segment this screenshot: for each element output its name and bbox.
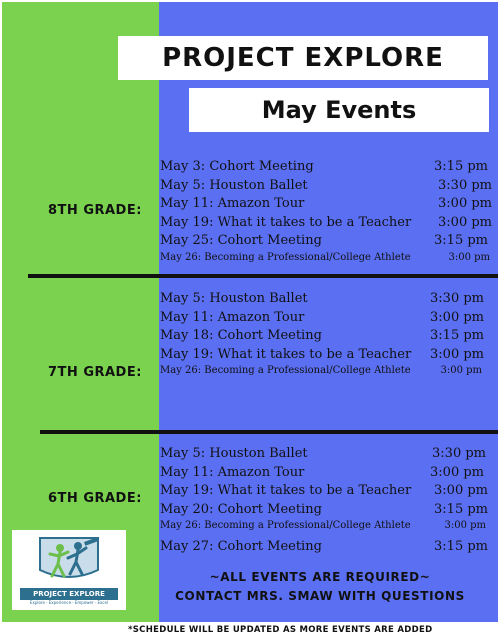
event-row <box>160 159 496 178</box>
event-name: May 25: Cohort Meeting <box>160 233 322 248</box>
event-row <box>160 520 496 539</box>
event-time: 3:00 pm <box>430 464 484 480</box>
event-name: May 19: What it takes to be a Teacher <box>160 346 412 362</box>
event-name: May 18: Cohort Meeting <box>160 328 322 343</box>
event-time: 3:00 pm <box>430 346 484 362</box>
event-time: 3:15 pm <box>434 538 488 554</box>
event-row <box>160 446 496 465</box>
event-row <box>160 328 496 347</box>
event-time: 3:30 pm <box>430 291 484 306</box>
subtitle-banner <box>189 88 489 132</box>
section-divider <box>40 430 498 434</box>
event-list-7th <box>160 291 496 384</box>
title-banner <box>118 36 488 80</box>
event-name: May 26: Becoming a Professional/College Athlete <box>160 365 411 376</box>
event-time: 3:00 pm <box>444 520 486 531</box>
event-row <box>160 539 496 558</box>
event-name: May 11: Amazon Tour <box>160 196 305 211</box>
event-name: May 11: Amazon Tour <box>160 309 305 325</box>
event-list-8th <box>160 159 496 270</box>
event-name: May 11: Amazon Tour <box>160 464 305 480</box>
event-name: May 26: Becoming a Professional/College Athlete <box>160 520 411 531</box>
logo-tagline: Explore · Experience · Empower · Excel <box>29 600 109 605</box>
event-name: May 3: Cohort Meeting <box>160 159 314 174</box>
event-row <box>160 502 496 521</box>
event-name: May 5: Houston Ballet <box>160 177 308 193</box>
green-strip <box>2 2 159 622</box>
event-time: 3:30 pm <box>432 446 486 461</box>
event-name: May 19: What it takes to be a Teacher <box>160 214 412 230</box>
event-row <box>160 365 496 384</box>
event-time: 3:15 pm <box>434 233 488 248</box>
page-subtitle: May Events <box>261 96 417 124</box>
logo-text: PROJECT EXPLORE <box>20 588 118 600</box>
event-row <box>160 483 496 502</box>
explorer-figures-icon <box>12 530 126 590</box>
event-time: 3:00 pm <box>448 251 490 263</box>
event-name: May 5: Houston Ballet <box>160 446 308 461</box>
event-time: 3:00 pm <box>430 309 484 325</box>
event-list-6th <box>160 446 496 557</box>
event-time: 3:00 pm <box>438 196 492 211</box>
event-name: May 26: Becoming a Professional/College Athlete <box>160 251 411 263</box>
event-name: May 5: Houston Ballet <box>160 291 308 306</box>
event-name: May 20: Cohort Meeting <box>160 501 322 517</box>
event-time: 3:00 pm <box>434 483 488 498</box>
page-title: PROJECT EXPLORE <box>162 43 444 73</box>
notice-required: ~ALL EVENTS ARE REQUIRED~ <box>209 570 431 584</box>
event-row <box>160 310 496 329</box>
footnote: *SCHEDULE WILL BE UPDATED AS MORE EVENTS ARE ADDED <box>128 625 433 635</box>
event-time: 3:00 pm <box>440 365 482 376</box>
section-divider <box>28 274 498 278</box>
grade-label-6th: 6TH GRADE: <box>48 491 142 506</box>
event-time: 3:15 pm <box>434 501 488 517</box>
grade-label-8th: 8TH GRADE: <box>48 203 142 218</box>
event-row <box>160 178 496 197</box>
event-row <box>160 347 496 366</box>
notice-contact: CONTACT MRS. SMAW WITH QUESTIONS <box>175 589 465 603</box>
event-row <box>160 291 496 310</box>
event-time: 3:15 pm <box>434 159 488 174</box>
event-row <box>160 196 496 215</box>
event-row <box>160 252 496 271</box>
event-name: May 19: What it takes to be a Teacher <box>160 483 412 498</box>
event-row <box>160 465 496 484</box>
event-time: 3:30 pm <box>438 177 492 193</box>
project-explore-logo <box>12 530 126 610</box>
event-row <box>160 233 496 252</box>
event-row <box>160 215 496 234</box>
event-name: May 27: Cohort Meeting <box>160 538 322 554</box>
event-time: 3:15 pm <box>430 328 484 343</box>
grade-label-7th: 7TH GRADE: <box>48 365 142 380</box>
event-time: 3:00 pm <box>438 214 492 230</box>
